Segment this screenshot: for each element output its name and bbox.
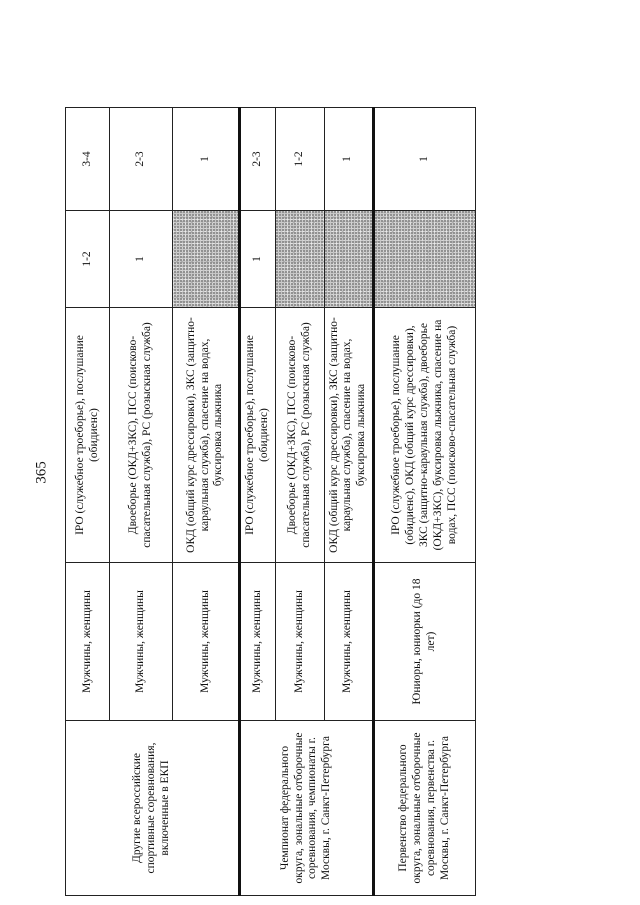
place-cell: 2-3	[110, 108, 173, 211]
table-row	[240, 108, 276, 896]
shaded-cell	[173, 211, 240, 308]
discipline-cell: IPO (служебное троеборье), послушание (обидиенс)	[240, 308, 276, 563]
place-cell: 1	[324, 108, 373, 211]
competition-cell: Другие всероссийские спортивные соревнования, включенные в ЕКП	[66, 721, 240, 896]
participants-cell: Мужчины, женщины	[110, 563, 173, 721]
competition-cell: Первенство федерального округа, зональные отборочные соревнования, первенства г. Москвы, г. Санкт-Петербурга	[373, 721, 475, 896]
place-cell: 1	[173, 108, 240, 211]
shaded-cell	[324, 211, 373, 308]
participants-cell: Мужчины, женщины	[240, 563, 276, 721]
table-row	[373, 108, 475, 896]
competition-cell: Чемпионат федерального округа, зональные отборочные соревнования, чемпионаты г. Москвы, г. Санкт-Петербурга	[240, 721, 374, 896]
rotated-table-container	[65, 108, 469, 896]
place-cell: 1-2	[275, 108, 324, 211]
participants-cell: Мужчины, женщины	[173, 563, 240, 721]
place-cell: 2-3	[240, 108, 276, 211]
place-cell: 1	[240, 211, 276, 308]
participants-cell: Мужчины, женщины	[66, 563, 110, 721]
discipline-cell: IPO (служебное троеборье), послушание (обидиенс)	[66, 308, 110, 563]
participants-cell: Мужчины, женщины	[324, 563, 373, 721]
discipline-cell: Двоеборье (ОКД+ЗКС), ПСС (поисково-спасательная служба), РС (розыскная служба)	[110, 308, 173, 563]
discipline-cell: Двоеборье (ОКД+ЗКС), ПСС (поисково-спасательная служба), РС (розыскная служба)	[275, 308, 324, 563]
table-row	[66, 108, 110, 896]
participants-cell: Мужчины, женщины	[275, 563, 324, 721]
sports-ranks-table	[65, 107, 476, 896]
discipline-cell: ОКД (общий курс дрессировки), ЗКС (защитно-караульная служба), спасение на водах, буксировка лыжника	[173, 308, 240, 563]
discipline-cell: IPO (служебное троеборье), послушание (обидиенс), ОКД (общий курс дрессировки), ЗКС (защитно-караульная служба), двоеборье (ОКД+ЗКС), буксировка лыжника, спасение на водах, ПСС (поисково-спасательная служба)	[373, 308, 475, 563]
place-cell: 1-2	[66, 211, 110, 308]
place-cell: 3-4	[66, 108, 110, 211]
discipline-cell: ОКД (общий курс дрессировки), ЗКС (защитно-караульная служба), спасение на водах, буксировка лыжника	[324, 308, 373, 563]
shaded-cell	[373, 211, 475, 308]
participants-cell: Юниоры, юниорки (до 18 лет)	[373, 563, 475, 721]
place-cell: 1	[110, 211, 173, 308]
page-number: 365	[33, 461, 50, 484]
place-cell: 1	[373, 108, 475, 211]
shaded-cell	[275, 211, 324, 308]
